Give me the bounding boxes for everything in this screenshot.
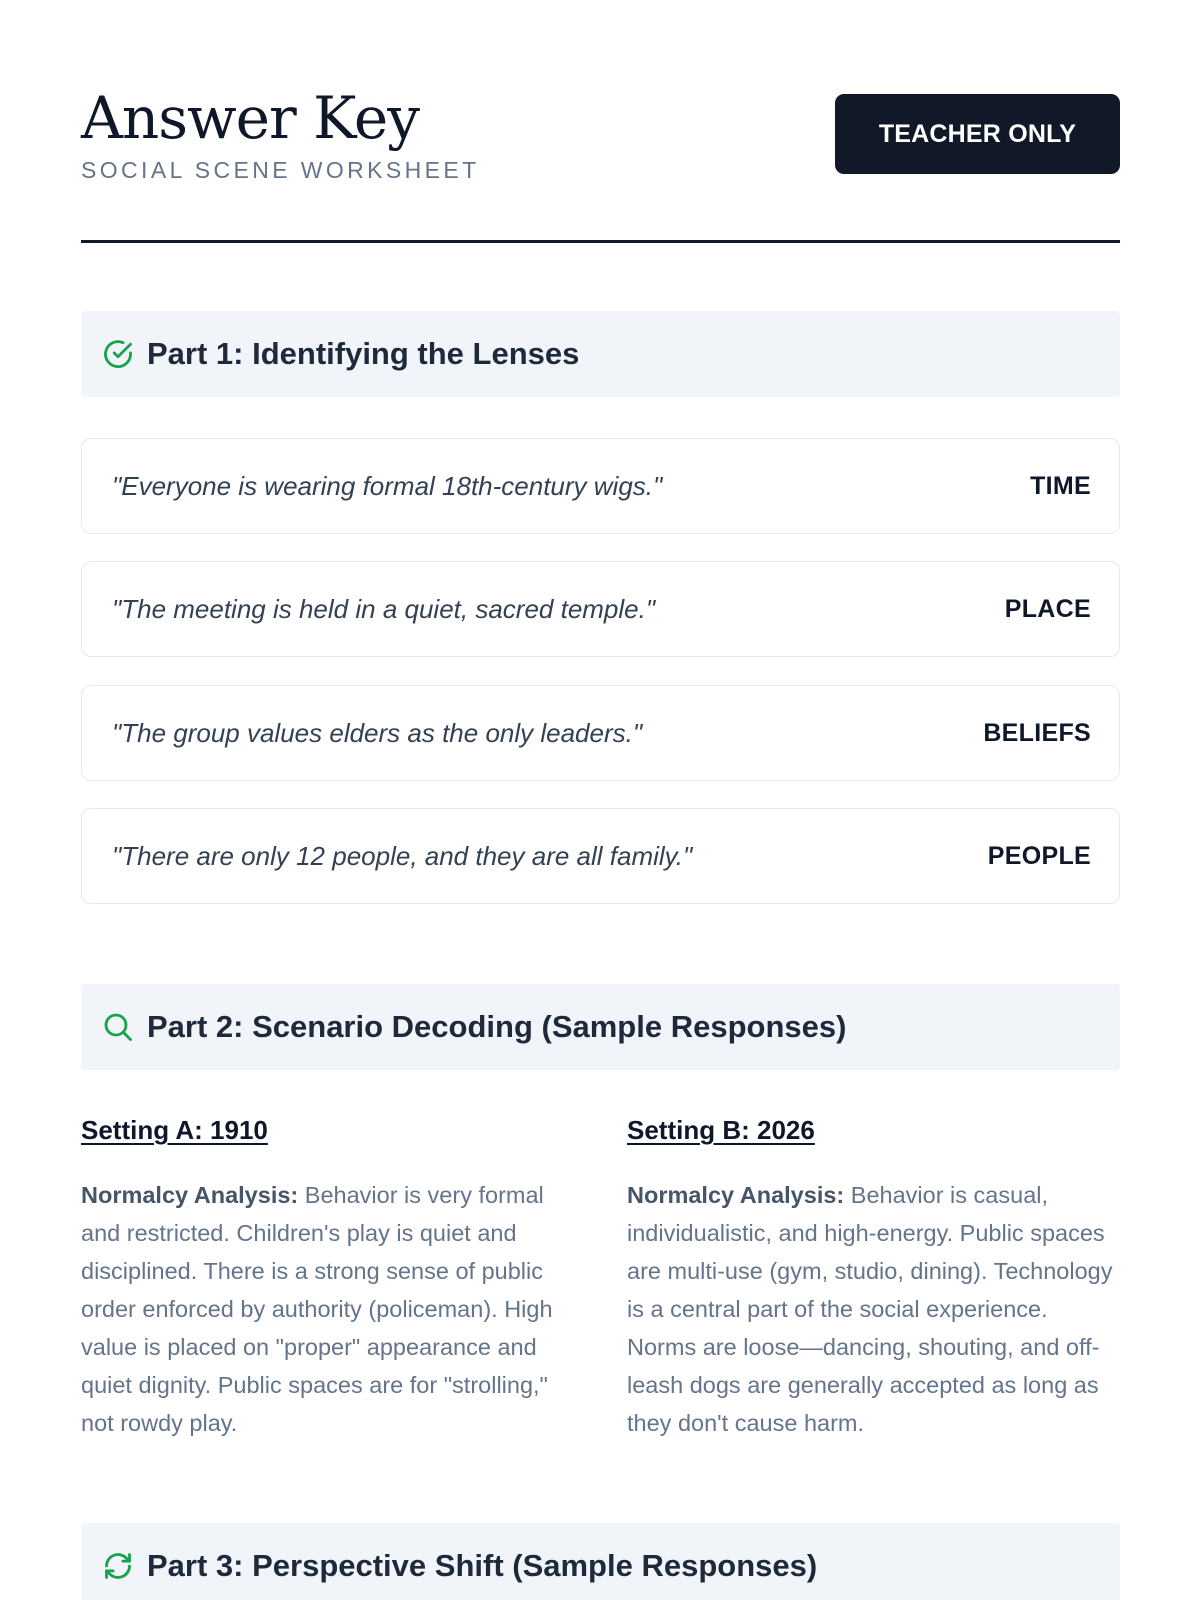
part1-title: Part 1: Identifying the Lenses [147, 336, 580, 371]
lens-row [81, 808, 1120, 904]
setting-a-column [81, 1114, 576, 1442]
check-circle-icon [101, 337, 135, 371]
part2-title: Part 2: Scenario Decoding (Sample Responses) [147, 1009, 847, 1044]
lens-quote: "Everyone is wearing formal 18th-century wigs." [112, 470, 663, 501]
setting-a-heading: Setting A: 1910 [81, 1115, 268, 1145]
setting-b-column [627, 1114, 1122, 1442]
analysis-text: Behavior is casual, individualistic, and high-energy. Public spaces are multi-use (gym, studio, dining). Technology is a central part of the social experience. Norms are loose—dancing, shouting, and off-leash dogs are generally accepted as long as they don't cause harm. [627, 1182, 1113, 1436]
lens-quote: "There are only 12 people, and they are all family." [112, 840, 693, 871]
search-icon [101, 1010, 135, 1044]
part2-section-header [81, 984, 1120, 1070]
lens-answer: BELIEFS [983, 718, 1091, 747]
setting-b-analysis [627, 1176, 1122, 1442]
lens-row [81, 561, 1120, 657]
lens-row [81, 685, 1120, 781]
lens-row [81, 438, 1120, 534]
answer-key-page [81, 0, 1120, 1583]
page-title: Answer Key [81, 84, 419, 152]
page-header [81, 0, 1120, 243]
part3-section-header [81, 1523, 1120, 1600]
refresh-icon [101, 1549, 135, 1583]
lens-quote: "The group values elders as the only leaders." [112, 717, 643, 748]
header-divider [81, 240, 1120, 243]
setting-a-analysis [81, 1176, 576, 1442]
analysis-label: Normalcy Analysis: [81, 1182, 299, 1208]
lens-quote: "The meeting is held in a quiet, sacred temple." [112, 593, 656, 624]
lens-answer: TIME [1030, 471, 1091, 500]
analysis-text: Behavior is very formal and restricted. Children's play is quiet and disciplined. There is a strong sense of public order enforced by authority (policeman). High value is placed on "proper" appearance and quiet dignity. Public spaces are for "strolling," not rowdy play. [81, 1182, 553, 1436]
part1-section-header [81, 311, 1120, 397]
lens-answer: PEOPLE [987, 841, 1091, 870]
analysis-label: Normalcy Analysis: [627, 1182, 845, 1208]
teacher-only-badge: TEACHER ONLY [835, 94, 1120, 174]
page-subtitle: SOCIAL SCENE WORKSHEET [81, 157, 480, 183]
part3-title: Part 3: Perspective Shift (Sample Responses) [147, 1548, 818, 1583]
lens-answer: PLACE [1004, 594, 1091, 623]
setting-b-heading: Setting B: 2026 [627, 1115, 815, 1145]
